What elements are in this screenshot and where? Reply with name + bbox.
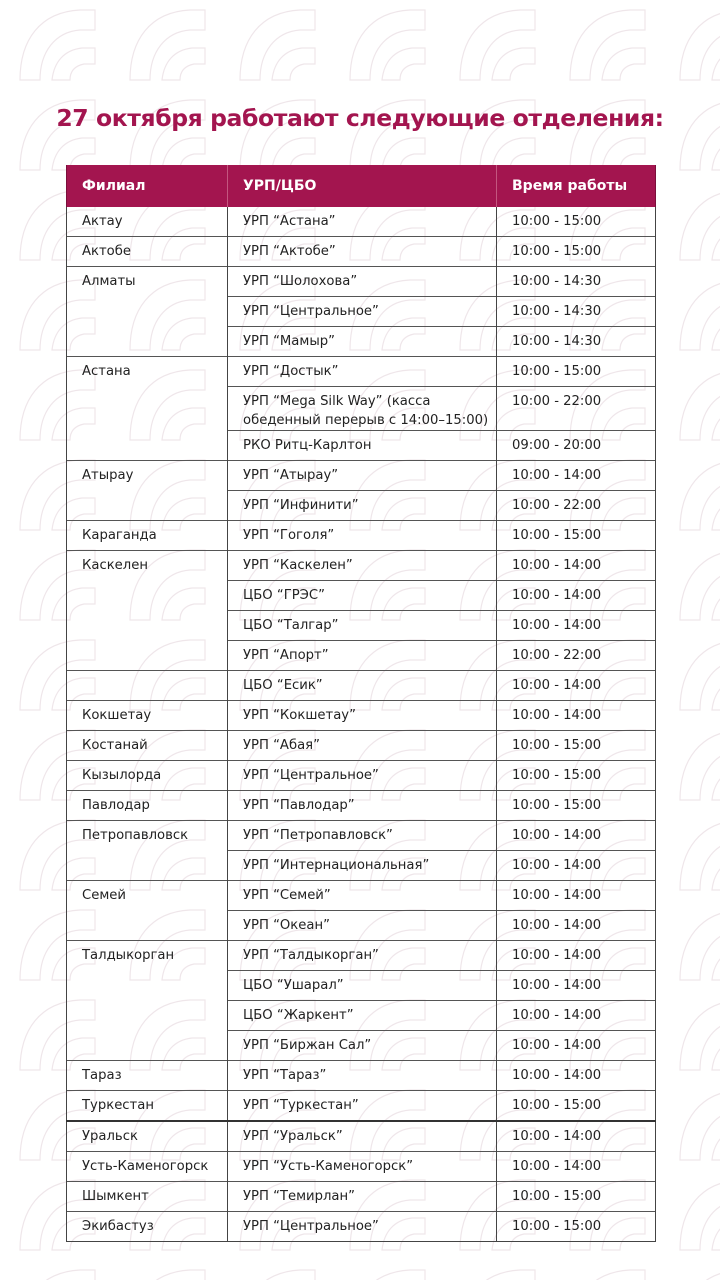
cell-branch: Каскелен bbox=[67, 551, 228, 581]
table-row bbox=[67, 1061, 656, 1091]
cell-branch bbox=[67, 297, 228, 327]
table-row bbox=[67, 701, 656, 731]
cell-branch: Талдыкорган bbox=[67, 941, 228, 971]
table-row bbox=[67, 357, 656, 387]
cell-hours: 10:00 - 14:00 bbox=[497, 911, 656, 941]
cell-hours: 10:00 - 14:00 bbox=[497, 881, 656, 911]
cell-branch: Семей bbox=[67, 881, 228, 911]
cell-branch: Атырау bbox=[67, 461, 228, 491]
cell-hours: 10:00 - 22:00 bbox=[497, 387, 656, 431]
table-row bbox=[67, 731, 656, 761]
cell-office: УРП “Атырау” bbox=[228, 461, 497, 491]
cell-branch: Экибастуз bbox=[67, 1212, 228, 1242]
cell-branch bbox=[67, 581, 228, 611]
table-row bbox=[67, 671, 656, 701]
cell-branch: Кызылорда bbox=[67, 761, 228, 791]
cell-branch: Актау bbox=[67, 207, 228, 237]
cell-branch bbox=[67, 1001, 228, 1031]
table-row bbox=[67, 1091, 656, 1122]
cell-office: УРП “Мамыр” bbox=[228, 327, 497, 357]
cell-office: ЦБО “Ушарал” bbox=[228, 971, 497, 1001]
column-header-hours: Время работы bbox=[497, 165, 656, 207]
cell-branch bbox=[67, 327, 228, 357]
cell-hours: 10:00 - 14:30 bbox=[497, 327, 656, 357]
cell-office: УРП “Абая” bbox=[228, 731, 497, 761]
cell-office: УРП “Кокшетау” bbox=[228, 701, 497, 731]
table-row bbox=[67, 761, 656, 791]
cell-office: УРП “Темирлан” bbox=[228, 1182, 497, 1212]
cell-branch bbox=[67, 431, 228, 461]
table-row bbox=[67, 611, 656, 641]
cell-hours: 10:00 - 14:00 bbox=[497, 821, 656, 851]
table-row bbox=[67, 641, 656, 671]
table-row bbox=[67, 971, 656, 1001]
cell-hours: 10:00 - 14:00 bbox=[497, 701, 656, 731]
cell-hours: 09:00 - 20:00 bbox=[497, 431, 656, 461]
table-row bbox=[67, 1121, 656, 1152]
cell-hours: 10:00 - 14:00 bbox=[497, 1061, 656, 1091]
table-row bbox=[67, 1212, 656, 1242]
column-header-office: УРП/ЦБО bbox=[228, 165, 497, 207]
cell-branch bbox=[67, 911, 228, 941]
cell-hours: 10:00 - 14:00 bbox=[497, 941, 656, 971]
cell-office: ЦБО “Есик” bbox=[228, 671, 497, 701]
cell-hours: 10:00 - 15:00 bbox=[497, 237, 656, 267]
branch-schedule-table bbox=[66, 165, 656, 1242]
cell-branch: Петропавловск bbox=[67, 821, 228, 851]
cell-office: УРП “Центральное” bbox=[228, 761, 497, 791]
cell-hours: 10:00 - 14:00 bbox=[497, 1001, 656, 1031]
cell-office: УРП “Океан” bbox=[228, 911, 497, 941]
table-row bbox=[67, 791, 656, 821]
table-row bbox=[67, 1031, 656, 1061]
cell-hours: 10:00 - 14:00 bbox=[497, 671, 656, 701]
cell-hours: 10:00 - 14:00 bbox=[497, 611, 656, 641]
cell-office: УРП “Центральное” bbox=[228, 297, 497, 327]
table-row bbox=[67, 491, 656, 521]
table-body bbox=[67, 207, 656, 1242]
cell-office: УРП “Инфинити” bbox=[228, 491, 497, 521]
cell-office: УРП “Достык” bbox=[228, 357, 497, 387]
cell-hours: 10:00 - 15:00 bbox=[497, 1212, 656, 1242]
cell-office: УРП “Туркестан” bbox=[228, 1091, 497, 1122]
cell-hours: 10:00 - 14:00 bbox=[497, 581, 656, 611]
cell-office: РКО Ритц-Карлтон bbox=[228, 431, 497, 461]
cell-hours: 10:00 - 14:00 bbox=[497, 971, 656, 1001]
cell-hours: 10:00 - 14:00 bbox=[497, 551, 656, 581]
cell-hours: 10:00 - 15:00 bbox=[497, 357, 656, 387]
cell-branch bbox=[67, 1031, 228, 1061]
cell-hours: 10:00 - 15:00 bbox=[497, 731, 656, 761]
cell-office: ЦБО “ГРЭС” bbox=[228, 581, 497, 611]
table-row bbox=[67, 1001, 656, 1031]
cell-office: УРП “Биржан Сал” bbox=[228, 1031, 497, 1061]
cell-office: УРП “Талдыкорган” bbox=[228, 941, 497, 971]
cell-branch bbox=[67, 491, 228, 521]
cell-branch bbox=[67, 387, 228, 431]
cell-branch bbox=[67, 671, 228, 701]
cell-branch bbox=[67, 641, 228, 671]
cell-hours: 10:00 - 14:00 bbox=[497, 461, 656, 491]
table-row bbox=[67, 551, 656, 581]
cell-hours: 10:00 - 15:00 bbox=[497, 791, 656, 821]
cell-office: УРП “Гоголя” bbox=[228, 521, 497, 551]
cell-office: ЦБО “Талгар” bbox=[228, 611, 497, 641]
cell-office: УРП “Центральное” bbox=[228, 1212, 497, 1242]
table-row bbox=[67, 881, 656, 911]
cell-hours: 10:00 - 15:00 bbox=[497, 1182, 656, 1212]
cell-branch: Туркестан bbox=[67, 1091, 228, 1122]
cell-branch: Павлодар bbox=[67, 791, 228, 821]
cell-branch: Шымкент bbox=[67, 1182, 228, 1212]
table-row bbox=[67, 581, 656, 611]
cell-office: УРП “Mega Silk Way” (касса обеденный перерыв с 14:00–15:00) bbox=[228, 387, 497, 431]
cell-branch: Актобе bbox=[67, 237, 228, 267]
cell-office: УРП “Тараз” bbox=[228, 1061, 497, 1091]
cell-hours: 10:00 - 14:00 bbox=[497, 1152, 656, 1182]
cell-hours: 10:00 - 22:00 bbox=[497, 491, 656, 521]
cell-office: УРП “Апорт” bbox=[228, 641, 497, 671]
cell-office: ЦБО “Жаркент” bbox=[228, 1001, 497, 1031]
cell-office: УРП “Павлодар” bbox=[228, 791, 497, 821]
table-row bbox=[67, 461, 656, 491]
table-header-row bbox=[67, 165, 656, 207]
cell-hours: 10:00 - 14:00 bbox=[497, 1121, 656, 1152]
column-header-branch: Филиал bbox=[67, 165, 228, 207]
cell-branch: Кокшетау bbox=[67, 701, 228, 731]
cell-office: УРП “Семей” bbox=[228, 881, 497, 911]
cell-office: УРП “Интернациональная” bbox=[228, 851, 497, 881]
table-row bbox=[67, 521, 656, 551]
table-row bbox=[67, 297, 656, 327]
table-row bbox=[67, 431, 656, 461]
table-row bbox=[67, 851, 656, 881]
cell-hours: 10:00 - 14:30 bbox=[497, 267, 656, 297]
cell-office: УРП “Петропавловск” bbox=[228, 821, 497, 851]
cell-office: УРП “Уральск” bbox=[228, 1121, 497, 1152]
cell-office: УРП “Актобе” bbox=[228, 237, 497, 267]
cell-branch: Алматы bbox=[67, 267, 228, 297]
table-row bbox=[67, 387, 656, 431]
cell-hours: 10:00 - 15:00 bbox=[497, 521, 656, 551]
table-row bbox=[67, 1182, 656, 1212]
table-row bbox=[67, 237, 656, 267]
cell-hours: 10:00 - 15:00 bbox=[497, 761, 656, 791]
table-row bbox=[67, 267, 656, 297]
cell-branch: Караганда bbox=[67, 521, 228, 551]
cell-hours: 10:00 - 15:00 bbox=[497, 1091, 656, 1122]
table-row bbox=[67, 941, 656, 971]
table-row bbox=[67, 821, 656, 851]
cell-branch: Уральск bbox=[67, 1121, 228, 1152]
table-row bbox=[67, 207, 656, 237]
cell-office: УРП “Шолохова” bbox=[228, 267, 497, 297]
cell-hours: 10:00 - 14:30 bbox=[497, 297, 656, 327]
cell-branch: Костанай bbox=[67, 731, 228, 761]
cell-hours: 10:00 - 14:00 bbox=[497, 851, 656, 881]
cell-hours: 10:00 - 22:00 bbox=[497, 641, 656, 671]
cell-hours: 10:00 - 15:00 bbox=[497, 207, 656, 237]
cell-hours: 10:00 - 14:00 bbox=[497, 1031, 656, 1061]
cell-branch: Усть-Каменогорск bbox=[67, 1152, 228, 1182]
table-row bbox=[67, 327, 656, 357]
cell-branch bbox=[67, 611, 228, 641]
page-title: 27 октября работают следующие отделения: bbox=[56, 104, 664, 132]
table-row bbox=[67, 1152, 656, 1182]
cell-office: УРП “Каскелен” bbox=[228, 551, 497, 581]
cell-office: УРП “Астана” bbox=[228, 207, 497, 237]
cell-branch bbox=[67, 971, 228, 1001]
cell-office: УРП “Усть-Каменогорск” bbox=[228, 1152, 497, 1182]
table-row bbox=[67, 911, 656, 941]
cell-branch: Тараз bbox=[67, 1061, 228, 1091]
cell-branch: Астана bbox=[67, 357, 228, 387]
cell-branch bbox=[67, 851, 228, 881]
